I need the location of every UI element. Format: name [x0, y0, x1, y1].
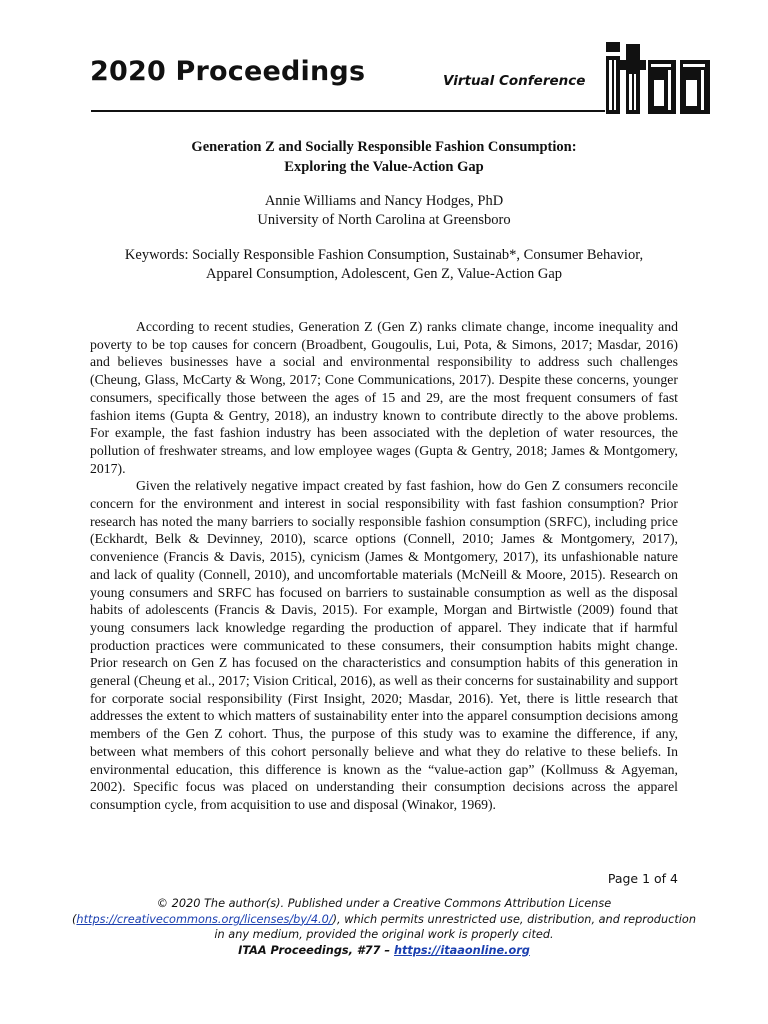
keywords-line-1: Keywords: Socially Responsible Fashion Consumption, Sustainab*, Consumer Behavior,	[124, 247, 644, 263]
license-line-3: in any medium, provided the original work is properly cited.	[214, 928, 554, 941]
itaa-logo	[604, 40, 712, 116]
open-paren: (	[72, 912, 77, 926]
author-block	[90, 192, 678, 230]
keywords	[90, 246, 678, 284]
paper-title	[90, 137, 678, 177]
license-rest: ), which permits unrestricted use, distribution, and reproduction	[332, 912, 696, 926]
paragraph: According to recent studies, Generation Z (Gen Z) ranks climate change, income inequality and poverty to be top causes for concern (Broadbent, Gougoulis, Lui, Pota, & Simons, 2017; Masdar, 2016) and believes businesses have a social and environmental responsibility to address such challenges (Cheung, Glass, McCarty & Wong, 2017; Cone Communications, 2017). Despite these concerns, younger consumers, specifically those between the ages of 15 and 29, are the most frequent consumers of fast fashion items (Gupta & Gentry, 2018), an industry known to contribute directly to the above problems. For example, the fast fashion industry has been associated with the depletion of water resources, the pollution of freshwater streams, and low employee wages (Gupta & Gentry, 2018; James & Montgomery, 2017).	[90, 319, 678, 476]
paper-title-line-2: Exploring the Value-Action Gap	[284, 159, 484, 175]
header-rule	[91, 110, 605, 112]
paper-title-line-1: Generation Z and Socially Responsible Fashion Consumption:	[191, 139, 577, 155]
site-link[interactable]: https://itaaonline.org	[393, 943, 530, 957]
proceedings-title: 2020 Proceedings	[90, 56, 366, 87]
license-line: © 2020 The author(s). Published under a Creative Commons Attribution License	[156, 897, 612, 910]
conference-type: Virtual Conference	[443, 73, 586, 89]
page-header	[0, 0, 768, 120]
proceedings-ref: ITAA Proceedings, #77 –	[238, 943, 394, 957]
license-url-line	[60, 912, 708, 928]
body-text	[90, 318, 678, 814]
authors: Annie Williams and Nancy Hodges, PhD	[264, 193, 504, 209]
license-footer	[60, 896, 708, 958]
affiliation: University of North Carolina at Greensboro	[257, 212, 511, 228]
proceedings-ref-line	[60, 943, 708, 959]
paragraph: Given the relatively negative impact created by fast fashion, how do Gen Z consumers reconcile concern for the environment and interest in social responsibility with fast fashion consumption? Prior research has noted the many barriers to socially responsible fashion consumption (SRFC), including price (Eckhardt, Belk & Devinney, 2010), scarce options (Connell, 2010; James & Montgomery, 2017), convenience (Francis & Davis, 2015), cynicism (James & Montgomery, 2017), its unfashionable nature and lack of quality (Connell, 2010), and uncomfortable materials (McNeill & Moore, 2015). Research on young consumers and SRFC has focused on barriers to sustainable consumption as well as the disposal habits of adolescents (Francis & Davis, 2015). For example, Morgan and Birtwistle (2009) found that young consumers lack knowledge regarding the production of apparel. They indicate that if harmful production practices were communicated to these consumers, their consumption habits might change. Prior research on Gen Z has focused on the characteristics and consumption habits of this generation in general (Cheung et al., 2017; Vision Critical, 2016), as well as their concerns for sustainability and support for corporate social responsibility (First Insight, 2020; Masdar, 2016). Yet, there is little research that addresses the extent to which matters of sustainability enter into the apparel consumption decisions among members of the Gen Z cohort. Thus, the purpose of this study was to examine the difference, if any, between what members of this cohort personally believe and what they do relative to these beliefs. In environmental education, this difference is known as the “value-action gap” (Kollmuss & Agyeman, 2002). Specific focus was placed on understanding their consumption decisions across the apparel consumption cycle, from acquisition to use and disposal (Winakor, 1969).	[90, 478, 678, 812]
license-link[interactable]: https://creativecommons.org/licenses/by/4.0/	[76, 912, 333, 926]
keywords-line-2: Apparel Consumption, Adolescent, Gen Z, Value-Action Gap	[205, 266, 563, 282]
page-number: Page 1 of 4	[607, 871, 678, 886]
